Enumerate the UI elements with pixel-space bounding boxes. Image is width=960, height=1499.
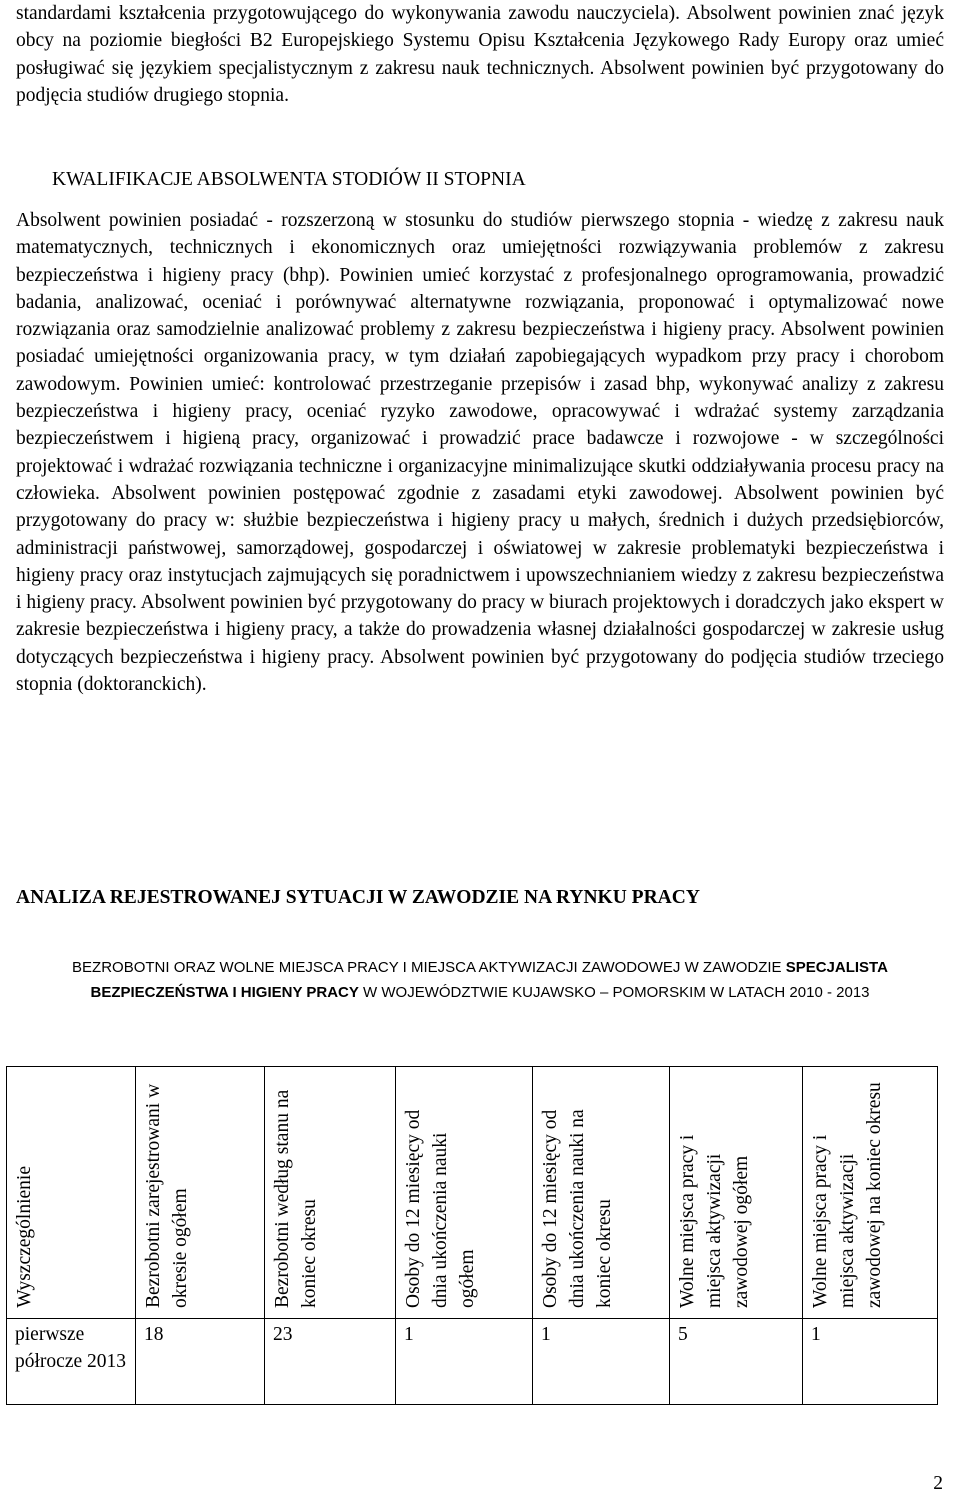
header-label: Osoby do 12 miesięcy od dnia ukończenia nauki na koniec okresu <box>540 1109 615 1308</box>
qualifications-paragraph: Absolwent powinien posiadać - rozszerzoną w stosunku do studiów pierwszego stopnia - wiedzę z zakresu nauk matematycznych, technicznych i ekonomicznych oraz umiejętności rozwiązywania problemów z zakresu bezpieczeństwa i higieny pracy (bhp). Powinien umieć korzystać z profesjonalnego oprogramowania, prowadzić badania, analizować, oceniać i porównywać alternatywne rozwiązania, proponować i optymalizować nowe rozwiązania oraz samodzielnie analizować problemy z zakresu bezpieczeństwa i higieny pracy. Absolwent powinien posiadać umiejętności organizowania pracy, w tym działań zapobiegających wypadkom przy pracy i chorobom zawodowym. Powinien umieć: kontrolować przestrzeganie przepisów i zasad bhp, wykonywać analizy z zakresu bezpieczeństwa i higieny pracy, oceniać ryzyko zawodowe, opracowywać i wdrażać systemy zarządzania bezpieczeństwem i higieną pracy, organizować i prowadzić prace badawcze i rozwojowe - w szczególności projektować i wdrażać rozwiązania techniczne i organizacyjne minimalizujące skutki oddziaływania procesu pracy na człowieka. Absolwent powinien postępować zgodnie z zasadami etyki zawodowej. Absolwent powinien być przygotowany do pracy w: służbie bezpieczeństwa i higieny pracy u małych, średnich i dużych przedsiębiorców, administracji państwowej, samorządowej, gospodarczej i oświatowej w zakresie problematyki bezpieczeństwa i higieny pracy oraz instytucjach zajmujących się poradnictwem i upowszechnianiem wiedzy z zakresu bezpieczeństwa i higieny pracy. Absolwent powinien być przygotowany do pracy w biurach projektowych i doradczych jako ekspert w zakresie bezpieczeństwa i higieny pracy, a także do prowadzenia własnej działalności gospodarczej w zakresie usług dotyczących bezpieczeństwa i higieny pracy. Absolwent powinien być przygotowany do podjęcia studiów trzeciego stopnia (doktoranckich). <box>16 210 944 696</box>
unemployment-table <box>6 1066 938 1405</box>
header-label: Wyszczególnienie <box>14 1166 35 1308</box>
header-label: Wolne miejsca pracy i miejsca aktywizacji zawodowej na koniec okresu <box>810 1082 885 1308</box>
table-row <box>7 1319 938 1405</box>
table-cell: 5 <box>670 1319 803 1405</box>
table-cell: 1 <box>803 1319 938 1405</box>
table-cell: 23 <box>265 1319 396 1405</box>
header-cell <box>803 1067 938 1319</box>
header-cell <box>7 1067 136 1319</box>
header-cell <box>670 1067 803 1319</box>
intro-paragraph: standardami kształcenia przygotowującego do wykonywania zawodu nauczyciela). Absolwent powinien znać język obcy na poziomie biegłości B2 Europejskiego Systemu Opisu Kształcenia Językowego Rady Europy oraz umieć posługiwać się językiem specjalistycznym z zakresu nauk technicznych. Absolwent powinien być przygotowany do podjęcia studiów drugiego stopnia. <box>16 3 944 106</box>
table-cell: 1 <box>396 1319 533 1405</box>
header-cell <box>533 1067 670 1319</box>
page-number: 2 <box>933 1473 943 1494</box>
table-cell: 1 <box>533 1319 670 1405</box>
header-label: Bezrobotni według stanu na koniec okresu <box>272 1089 320 1308</box>
table-title <box>40 955 920 1005</box>
header-label: Bezrobotni zarejestrowani w okresie ogółem <box>143 1083 191 1308</box>
header-label: Wolne miejsca pracy i miejsca aktywizacji zawodowej ogółem <box>677 1134 752 1308</box>
table-title-part1: BEZROBOTNI ORAZ WOLNE MIEJSCA PRACY I MIEJSCA AKTYWIZACJI ZAWODOWEJ W ZAWODZIE <box>72 959 786 976</box>
table-cell: 18 <box>136 1319 265 1405</box>
header-cell <box>265 1067 396 1319</box>
header-cell <box>396 1067 533 1319</box>
header-label: Osoby do 12 miesięcy od dnia ukończenia nauki ogółem <box>403 1109 478 1308</box>
header-cell <box>136 1067 265 1319</box>
qualifications-heading: KWALIFIKACJE ABSOLWENTA STODIÓW II STOPNIA <box>52 169 526 190</box>
table-header-row <box>7 1067 938 1319</box>
table-title-occupation: SPECJALISTA BEZPIECZEŃSTWA I HIGIENY PRACY <box>90 959 888 1001</box>
analysis-heading: ANALIZA REJESTROWANEJ SYTUACJI W ZAWODZIE NA RYNKU PRACY <box>16 887 700 908</box>
row-label: pierwsze półrocze 2013 <box>7 1319 136 1405</box>
table-title-part3: W WOJEWÓDZTWIE KUJAWSKO – POMORSKIM W LATACH 2010 - 2013 <box>358 984 870 1001</box>
